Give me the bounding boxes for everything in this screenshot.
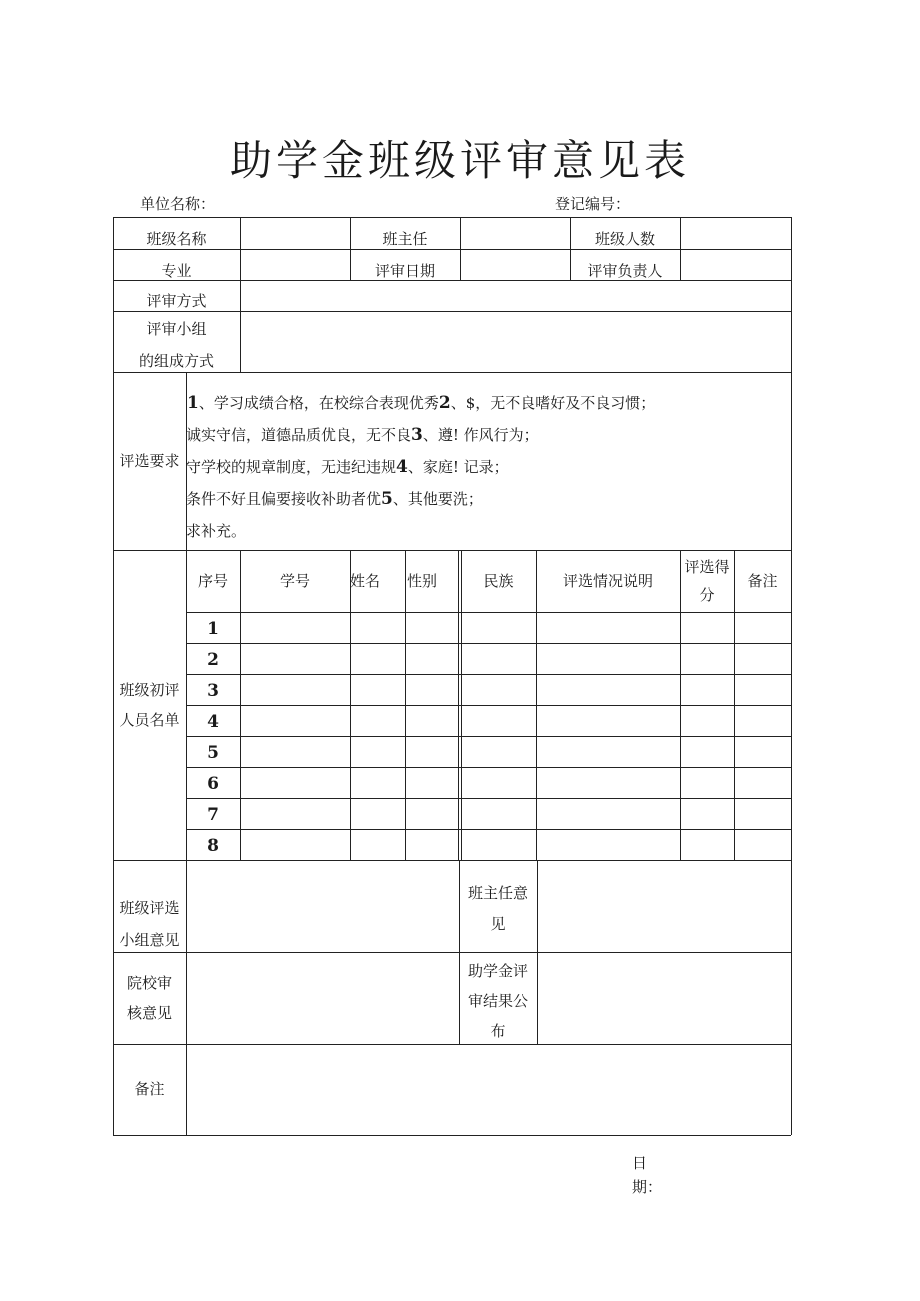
rule (113, 1044, 791, 1045)
col-header-student-id: 学号 (279, 571, 310, 590)
col-header-score-line2: 分 (699, 586, 715, 604)
result-publication-label (459, 955, 537, 1047)
requirement-line (187, 387, 747, 419)
roster-label-line1: 班级初评 (119, 681, 180, 699)
requirement-text: 条件不好且偏要接收补助者优 (186, 490, 382, 508)
rule (537, 860, 538, 1044)
panel-opinion-label (113, 892, 186, 956)
rule (186, 798, 791, 799)
rule (186, 705, 791, 706)
col-header-score (680, 550, 734, 612)
class-name-label: 班级名称 (146, 229, 207, 248)
col-header-score-line1: 评选得 (684, 558, 730, 576)
review-form-table (113, 217, 791, 1135)
row-number: 3 (207, 681, 219, 702)
rule (113, 217, 791, 218)
panel-opinion-label-line2: 小组意见 (119, 931, 180, 949)
requirement-number: 3 (411, 425, 423, 445)
requirement-text: 、$，无不良嗜好及不良习惯； (450, 394, 656, 412)
requirement-number: 1 (187, 393, 199, 413)
teacher-opinion-label (459, 877, 537, 941)
remarks-label: 备注 (134, 1080, 165, 1099)
registration-number-label: 登记编号： (555, 195, 631, 213)
major-label: 专业 (161, 261, 192, 280)
review-panel-label-line1: 评审小组 (146, 320, 207, 338)
rule (186, 736, 791, 737)
requirement-number: 4 (396, 457, 408, 477)
teacher-opinion-label-line2: 见 (490, 915, 506, 933)
review-panel-label-line2: 的组成方式 (138, 352, 214, 370)
rule (460, 217, 461, 280)
row-number: 4 (207, 712, 219, 733)
row-number: 7 (207, 805, 219, 826)
rule (405, 550, 406, 860)
review-leader-label: 评审负责人 (587, 261, 663, 280)
requirement-text: 求补充。 (186, 522, 247, 540)
result-publication-label-line3: 布 (490, 1022, 506, 1040)
date-label-line1: 日 (632, 1154, 648, 1172)
teacher-opinion-label-line1: 班主任意 (467, 884, 528, 902)
roster-label (113, 550, 186, 860)
requirement-line (186, 451, 747, 483)
rule (186, 612, 791, 613)
date-label-line2: 期： (632, 1178, 663, 1196)
requirement-line (186, 515, 747, 547)
review-date-label: 评审日期 (374, 261, 435, 280)
unit-name-label: 单位名称： (140, 195, 216, 213)
form-title: 助学金班级评审意见表 (229, 136, 690, 185)
row-number: 6 (207, 774, 219, 795)
col-header-gender: 性别 (407, 571, 438, 590)
panel-opinion-label-line1: 班级评选 (119, 899, 180, 917)
requirement-number: 5 (381, 489, 393, 509)
rule (186, 767, 791, 768)
date-label (632, 1151, 662, 1199)
col-header-description: 评选情况说明 (562, 571, 653, 590)
requirement-text: 、学习成绩合格，在校综合表现优秀 (198, 394, 439, 412)
school-review-label (113, 952, 186, 1044)
school-review-label-line2: 核意见 (126, 1004, 172, 1022)
school-review-label-line1: 院校审 (126, 974, 172, 992)
requirement-line (186, 419, 747, 451)
requirement-text: 、其他要洗； (392, 490, 483, 508)
requirements-label: 评选要求 (119, 451, 180, 470)
col-header-seq: 序号 (197, 571, 228, 590)
head-teacher-label: 班主任 (382, 229, 428, 248)
col-header-ethnicity: 民族 (483, 571, 514, 590)
row-number: 8 (207, 836, 219, 857)
col-header-remarks: 备注 (747, 571, 778, 590)
requirement-text: 诚实守信，道德品质优良，无不良 (186, 426, 412, 444)
rule (186, 643, 791, 644)
rule (113, 1135, 791, 1136)
row-number: 2 (207, 650, 219, 671)
rule (186, 829, 791, 830)
col-header-name: 姓名 (350, 571, 381, 590)
row-number: 5 (207, 743, 219, 764)
result-publication-label-line1: 助学金评 (467, 962, 528, 980)
requirement-text: 、遵! 作风行为； (422, 426, 539, 444)
row-number: 1 (207, 619, 219, 640)
requirement-line (186, 483, 747, 515)
review-panel-label (113, 313, 240, 377)
requirement-text: 、家庭! 记录； (407, 458, 509, 476)
result-publication-label-line2: 审结果公 (467, 992, 528, 1010)
requirements-text (187, 387, 747, 547)
review-method-label: 评审方式 (146, 291, 207, 310)
rule (680, 217, 681, 280)
roster-label-line2: 人员名单 (119, 711, 180, 729)
rule (240, 217, 241, 372)
rule (186, 674, 791, 675)
rule (791, 217, 792, 1135)
requirement-number: 2 (438, 393, 451, 413)
requirement-text: 守学校的规章制度，无违纪违规 (186, 458, 397, 476)
class-size-label: 班级人数 (594, 229, 655, 248)
rule (113, 952, 791, 953)
rule (458, 550, 459, 860)
